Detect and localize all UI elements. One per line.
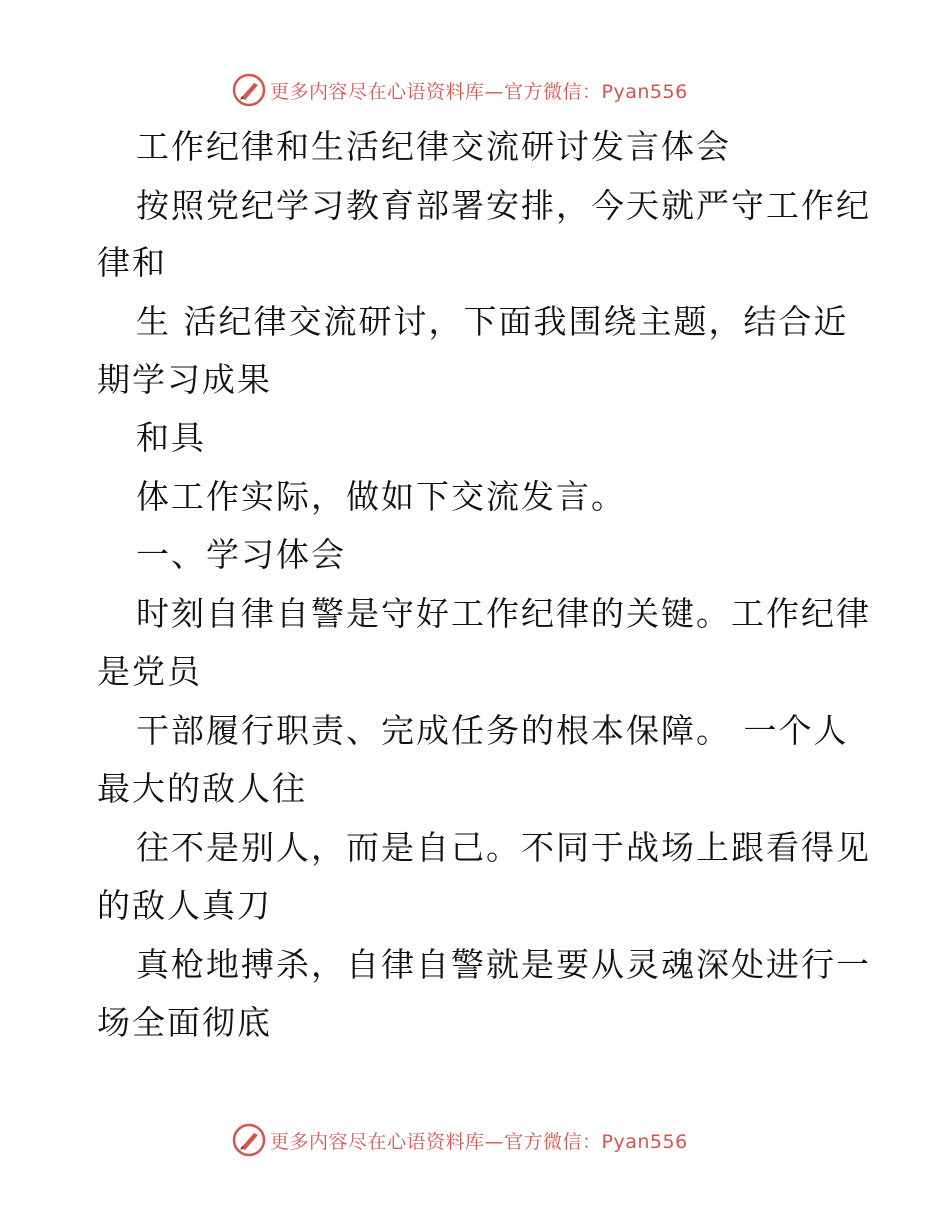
paragraph-line: 的敌人真刀 (97, 886, 272, 925)
watermark-text: 更多内容尽在心语资料库—官方微信：Pyan556 (270, 1130, 688, 1153)
watermark-text: 更多内容尽在心语资料库—官方微信：Pyan556 (270, 80, 688, 103)
paragraph-line: 按照党纪学习教育部署安排，今天就严守工作纪 (136, 186, 871, 225)
paragraph-line: 往不是别人，而是自己。不同于战场上跟看得见 (136, 828, 871, 867)
paragraph-line: 和具 (136, 418, 206, 457)
paragraph-line: 真枪地搏杀，自律自警就是要从灵魂深处进行一 (136, 945, 871, 984)
paragraph-line: 最大的敌人往 (97, 769, 307, 808)
paragraph-line: 律和 (97, 243, 167, 282)
paragraph-line: 干部履行职责、完成任务的根本保障。 一个人 (136, 711, 849, 750)
paragraph-line: 期学习成果 (97, 360, 272, 399)
paragraph-line: 时刻自律自警是守好工作纪律的关键。工作纪律 (136, 594, 871, 633)
footer-watermark (232, 1122, 712, 1158)
quill-pen-circle-icon (232, 73, 266, 107)
quill-pen-circle-icon (232, 1123, 266, 1157)
paragraph-line: 是党员 (97, 652, 202, 691)
section-heading: 一、学习体会 (136, 535, 346, 574)
paragraph-line: 场全面彻底 (97, 1003, 272, 1042)
paragraph-line: 生 活纪律交流研讨，下面我围绕主题，结合近 (136, 302, 849, 341)
paragraph-line: 体工作实际，做如下交流发言。 (136, 477, 626, 516)
document-title: 工作纪律和生活纪律交流研讨发言体会 (136, 127, 731, 166)
header-watermark (232, 72, 712, 108)
